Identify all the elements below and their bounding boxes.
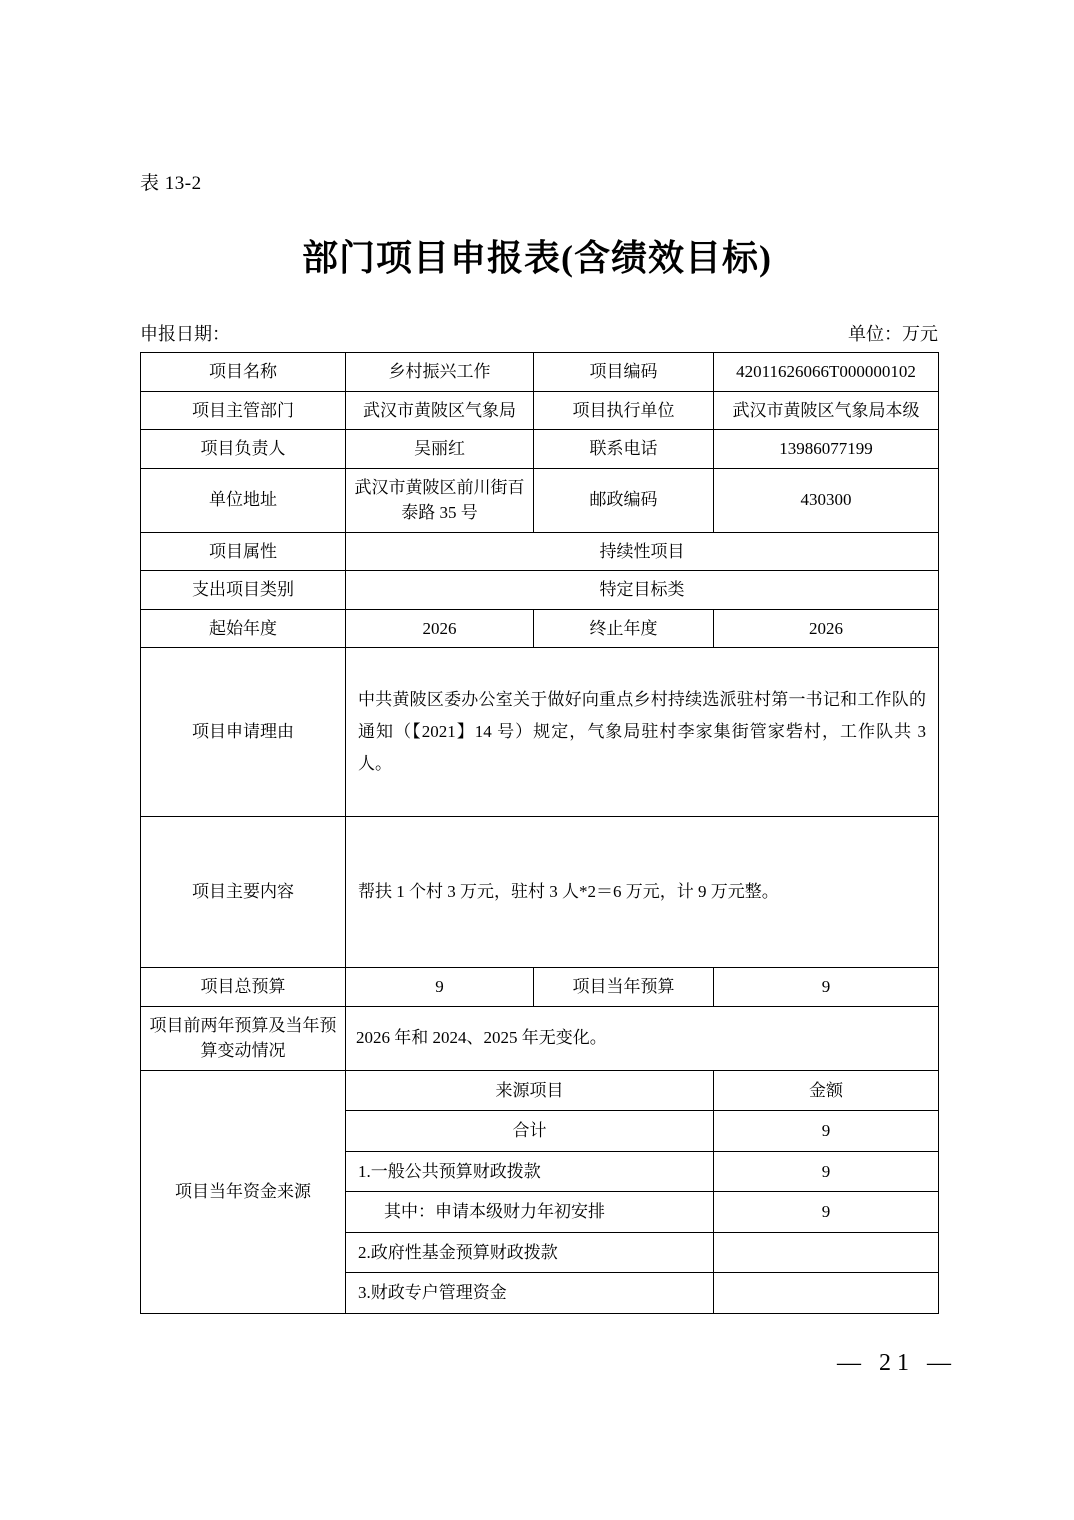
start-year-value: 2026: [346, 609, 534, 648]
table-row: [346, 1111, 939, 1152]
table-row: [141, 1070, 939, 1313]
prev-budget-value: 2026 年和 2024、2025 年无变化。: [346, 1006, 939, 1070]
attribute-value: 持续性项目: [346, 532, 939, 571]
year-budget-label: 项目当年预算: [534, 968, 714, 1007]
project-code-label: 项目编码: [534, 353, 714, 392]
address-label: 单位地址: [141, 468, 346, 532]
phone-label: 联系电话: [534, 430, 714, 469]
fund-row-name: 2.政府性基金预算财政拨款: [346, 1232, 714, 1273]
table-row: [346, 1151, 939, 1192]
table-row: [346, 1192, 939, 1233]
attribute-label: 项目属性: [141, 532, 346, 571]
fund-source-table: [345, 1070, 939, 1314]
leader-value: 吴丽红: [346, 430, 534, 469]
fund-source-col-name: 来源项目: [346, 1070, 714, 1111]
table-label: 表 13-2: [140, 173, 202, 194]
fund-row-amount: [714, 1232, 939, 1273]
phone-value: 13986077199: [714, 430, 939, 469]
start-year-label: 起始年度: [141, 609, 346, 648]
end-year-value: 2026: [714, 609, 939, 648]
fund-row-name: 1.一般公共预算财政拨款: [346, 1151, 714, 1192]
table-row: [141, 353, 939, 392]
content-label: 项目主要内容: [141, 817, 346, 968]
table-header-row: [346, 1070, 939, 1111]
fund-row-amount: [714, 1273, 939, 1314]
page-number-wrapper: [0, 1350, 1074, 1377]
dept-value: 武汉市黄陂区气象局: [346, 391, 534, 430]
postcode-label: 邮政编码: [534, 468, 714, 532]
fund-source-label: 项目当年资金来源: [141, 1070, 346, 1313]
year-budget-value: 9: [714, 968, 939, 1007]
table-row: [141, 609, 939, 648]
fund-row-name: 其中：申请本级财力年初安排: [346, 1192, 714, 1233]
project-name-label: 项目名称: [141, 353, 346, 392]
expense-type-value: 特定目标类: [346, 571, 939, 610]
project-declaration-table: [140, 352, 939, 1314]
page-number: — 21 —: [837, 1350, 957, 1376]
apply-date-label: 申报日期：: [140, 324, 230, 344]
total-budget-value: 9: [346, 968, 534, 1007]
table-row: [346, 1232, 939, 1273]
table-row: [141, 1006, 939, 1070]
table-row: [141, 968, 939, 1007]
reason-value: 中共黄陂区委办公室关于做好向重点乡村持续选派驻村第一书记和工作队的通知（【2021】14 号）规定，气象局驻村李家集街管家砦村，工作队共 3 人。: [346, 648, 939, 817]
table-row: [141, 430, 939, 469]
fund-row-amount: 9: [714, 1192, 939, 1233]
fund-row-amount: 9: [714, 1111, 939, 1152]
address-value: 武汉市黄陂区前川街百泰路 35 号: [346, 468, 534, 532]
content-value: 帮扶 1 个村 3 万元，驻村 3 人*2＝6 万元，计 9 万元整。: [346, 817, 939, 968]
unit-label: 单位：万元: [848, 324, 938, 344]
fund-row-amount: 9: [714, 1151, 939, 1192]
project-name-value: 乡村振兴工作: [346, 353, 534, 392]
table-row: [141, 817, 939, 968]
table-row: [141, 532, 939, 571]
total-budget-label: 项目总预算: [141, 968, 346, 1007]
fund-source-cell: [346, 1070, 939, 1313]
project-code-value: 42011626066T000000102: [714, 353, 939, 392]
table-row: [346, 1273, 939, 1314]
table-row: [141, 468, 939, 532]
expense-type-label: 支出项目类别: [141, 571, 346, 610]
leader-label: 项目负责人: [141, 430, 346, 469]
table-row: [141, 648, 939, 817]
dept-label: 项目主管部门: [141, 391, 346, 430]
meta-row: [140, 320, 938, 346]
table-row: [141, 391, 939, 430]
end-year-label: 终止年度: [534, 609, 714, 648]
fund-row-name: 3.财政专户管理资金: [346, 1273, 714, 1314]
fund-source-col-amount: 金额: [714, 1070, 939, 1111]
postcode-value: 430300: [714, 468, 939, 532]
reason-label: 项目申请理由: [141, 648, 346, 817]
exec-unit-label: 项目执行单位: [534, 391, 714, 430]
prev-budget-label: 项目前两年预算及当年预算变动情况: [141, 1006, 346, 1070]
page-title: 部门项目申报表(含绩效目标): [302, 238, 772, 278]
table-row: [141, 571, 939, 610]
fund-row-name: 合计: [346, 1111, 714, 1152]
exec-unit-value: 武汉市黄陂区气象局本级: [714, 391, 939, 430]
